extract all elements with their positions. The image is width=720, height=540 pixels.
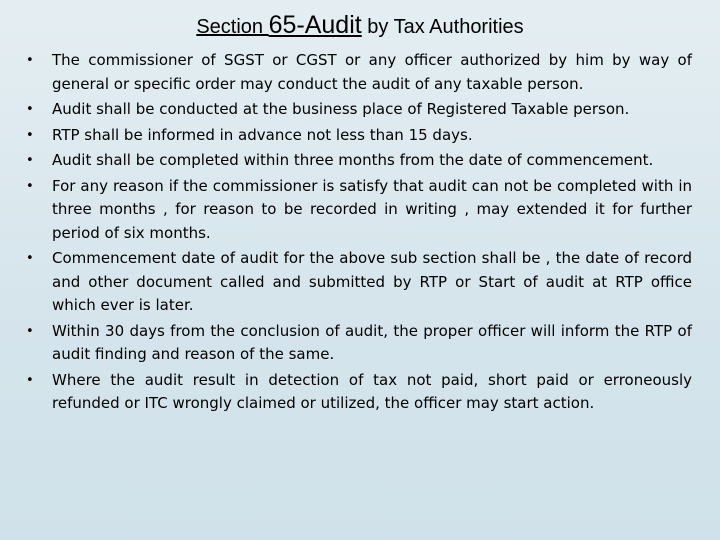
bullet-icon: • — [26, 372, 34, 388]
bullet-list — [24, 49, 692, 418]
bullet-text: The commissioner of SGST or CGST or any officer authorized by him by way of general or specific order may conduct the audit of any taxable person. — [52, 51, 692, 93]
bullet-text: For any reason if the commissioner is satisfy that audit can not be completed with in three months , for reason to be recorded in writing , may extended it for further period of six months. — [52, 176, 692, 242]
bullet-text: Where the audit result in detection of tax not paid, short paid or erroneously refunded or ITC wrongly claimed or utilized, the officer may start action. — [52, 370, 692, 412]
bullet-text: Audit shall be conducted at the business place of Registered Taxable person. — [52, 100, 630, 118]
bullet-text: Audit shall be completed within three months from the date of commencement. — [52, 151, 654, 169]
bullet-item — [24, 49, 692, 96]
bullet-icon: • — [26, 153, 34, 168]
bullet-icon: • — [26, 323, 34, 339]
bullet-icon: • — [26, 53, 34, 68]
bullet-item — [24, 98, 692, 122]
slide-title — [0, 8, 720, 45]
bullet-item — [24, 369, 692, 416]
bullet-item — [24, 320, 692, 367]
bullet-item — [24, 175, 692, 246]
title-prefix: Section — [196, 16, 269, 38]
bullet-text: RTP shall be informed in advance not less than 15 days. — [52, 125, 473, 144]
bullet-item — [24, 247, 692, 318]
bullet-text: Commencement date of audit for the above sub section shall be , the date of record and other document called and submitted by RTP or Start of audit at RTP office which ever is later. — [52, 249, 692, 314]
bullet-icon: • — [26, 127, 34, 143]
title-suffix: by Tax Authorities — [361, 16, 524, 38]
bullet-item — [24, 149, 692, 173]
bullet-icon: • — [26, 178, 34, 194]
bullet-icon: • — [26, 102, 34, 117]
bullet-item — [24, 124, 692, 148]
title-section-number: 65-Audit — [268, 11, 362, 39]
bullet-icon: • — [26, 251, 34, 266]
bullet-text: Within 30 days from the conclusion of audit, the proper officer will inform the RTP of audit finding and reason of the same. — [52, 321, 692, 363]
